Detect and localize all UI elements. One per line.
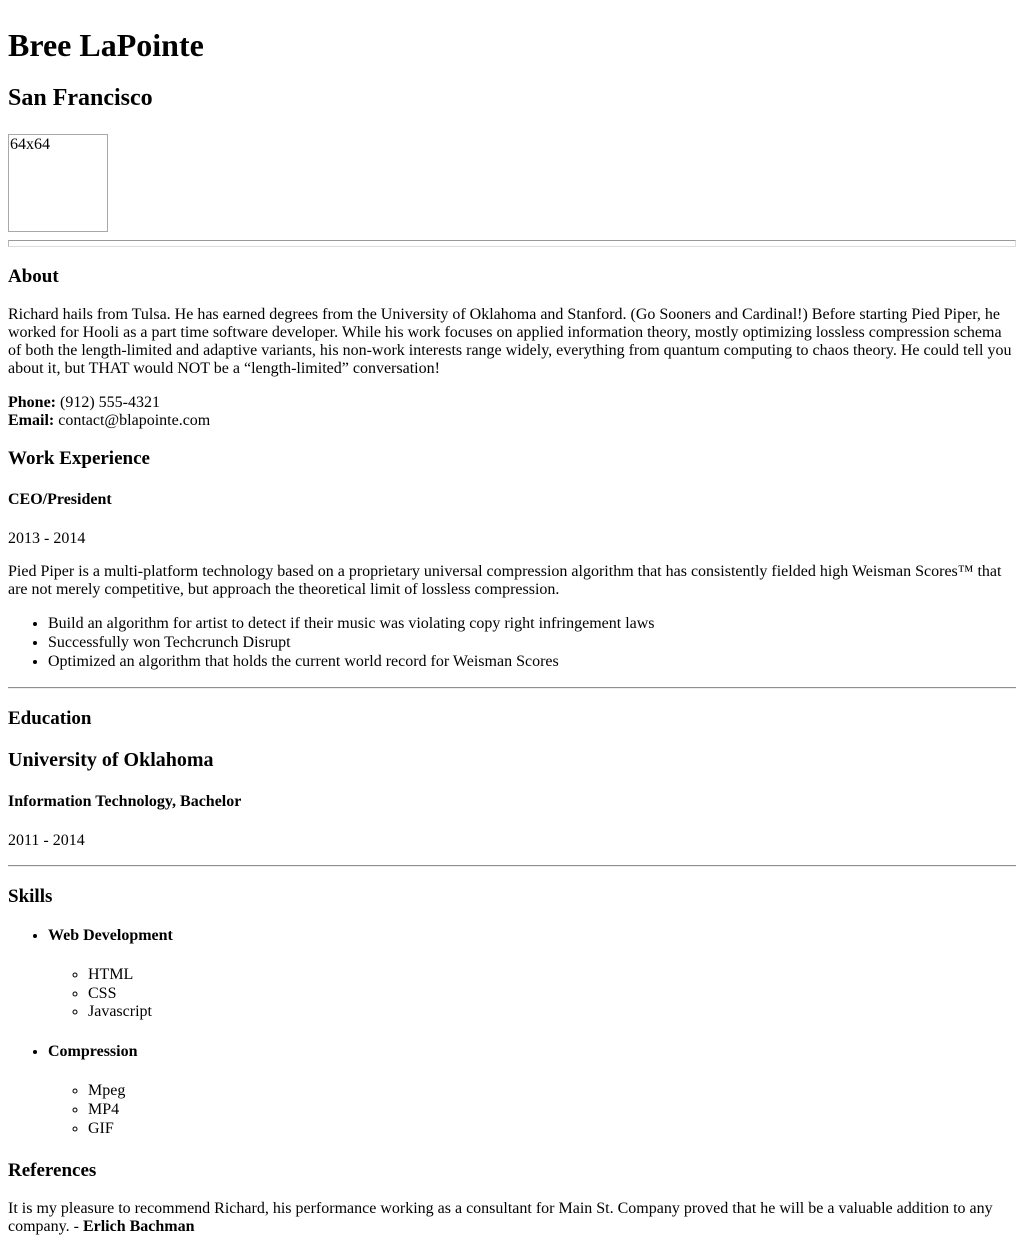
phone-value: (912) 555-4321 [60, 393, 160, 411]
job-highlight-item: • Successfully won Techcrunch Disrupt [48, 634, 1016, 652]
email-label: Email: [8, 411, 55, 429]
skill-item: ◦ HTML [88, 966, 1016, 984]
references-heading: References [8, 1160, 97, 1181]
skill-category [48, 1043, 1016, 1138]
section-divider [8, 240, 1016, 247]
skill-item: ◦ Mpeg [88, 1082, 1016, 1100]
email-value: contact@blapointe.com [58, 411, 211, 429]
school-degree: Information Technology, Bachelor [8, 792, 242, 810]
about-bio: Richard hails from Tulsa. He has earned degrees from the University of Oklahoma and Stanford. (Go Sooners and Cardinal!) Before starting Pied Piper, he worked for Hooli as a part time software developer. While his work focuses on applied information theory, mostly optimizing lossless compression schema of both the length-limited and adaptive variants, his non-work interests range widely, everything from quantum computing to chaos theory. He could tell you about it, but THAT would NOT be a “length-limited” conversation! [8, 305, 1012, 377]
skills-section [8, 886, 1016, 1138]
avatar-placeholder-image [8, 134, 108, 232]
references-section [8, 1160, 1016, 1236]
job-description: Pied Piper is a multi-platform technology based on a proprietary universal compression algorithm that has consistently fielded high Weisman Scores™ that are not merely competitive, but approach the theoretical limit of lossless compression. [8, 563, 1002, 599]
skill-item: ◦ Javascript [88, 1003, 1016, 1021]
skill-category-name: • Web Development [48, 926, 173, 944]
job-dates: 2013 - 2014 [8, 529, 86, 547]
job-title: CEO/President [8, 490, 112, 508]
skills-heading: Skills [8, 886, 53, 908]
contact-block [8, 394, 1016, 430]
skill-items-list [48, 966, 1016, 1022]
reference-referee: Erlich Bachman [82, 1218, 195, 1236]
skill-category-name: • Compression [48, 1043, 138, 1061]
job-highlight-item: • Optimized an algorithm that holds the current world record for Weisman Scores [48, 653, 1016, 671]
person-name: Bree LaPointe [8, 27, 204, 63]
work-experience-section [8, 448, 1016, 671]
school-entry [8, 749, 1016, 849]
avatar-alt-text: 64x64 [10, 135, 50, 153]
education-heading: Education [8, 708, 92, 730]
school-dates: 2011 - 2014 [8, 831, 85, 849]
skill-item: ◦ GIF [88, 1120, 1016, 1138]
phone-label: Phone: [8, 393, 56, 411]
skill-items-list [48, 1082, 1016, 1138]
avatar-container [8, 134, 1016, 232]
work-experience-heading: Work Experience [8, 448, 150, 470]
reference-quote-block [8, 1200, 1016, 1236]
reference-quote: It is my pleasure to recommend Richard, his performance working as a consultant for Main St. Company proved that he will be a valuable addition to any company. - [8, 1200, 993, 1236]
job-entry [8, 491, 1016, 671]
resume-document [8, 28, 1016, 1236]
section-divider [8, 687, 1016, 689]
section-divider [8, 865, 1016, 867]
skill-item: ◦ MP4 [88, 1101, 1016, 1119]
skill-item: ◦ CSS [88, 985, 1016, 1003]
job-highlights-list [8, 615, 1016, 671]
about-section [8, 266, 1016, 430]
skill-category [48, 927, 1016, 1022]
job-highlight-item: • Build an algorithm for artist to detect if their music was violating copy right infringement laws [48, 615, 1016, 633]
person-location: San Francisco [8, 84, 153, 111]
about-heading: About [8, 265, 59, 287]
skills-list [8, 927, 1016, 1138]
education-section [8, 708, 1016, 849]
school-name: University of Oklahoma [8, 749, 214, 772]
